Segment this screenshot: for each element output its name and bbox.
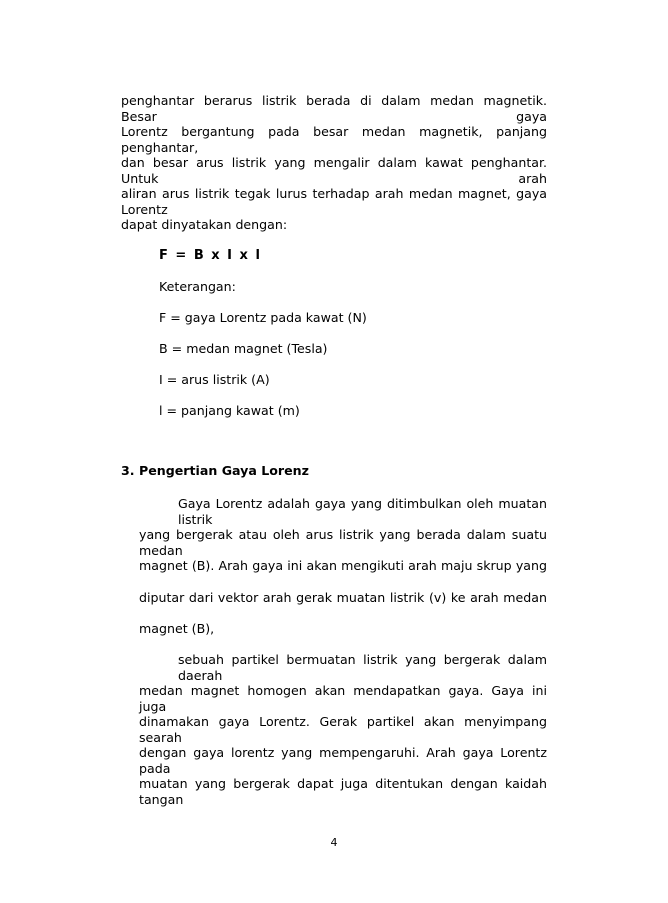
paragraph-line: dan besar arus listrik yang mengalir dalam kawat penghantar. Untuk arah xyxy=(121,155,547,186)
paragraph-line: Lorentz bergantung pada besar medan magnetik, panjang penghantar, xyxy=(121,124,547,155)
paragraph-line: diputar dari vektor arah gerak muatan listrik (v) ke arah medan xyxy=(139,590,547,605)
paragraph-line: medan magnet homogen akan mendapatkan gaya. Gaya ini juga xyxy=(139,683,547,714)
lorentz-formula: F = B x I x l xyxy=(159,248,262,263)
paragraph-line: aliran arus listrik tegak lurus terhadap arah medan magnet, gaya Lorentz xyxy=(121,186,547,217)
paragraph-line: muatan yang bergerak dapat juga ditentukan dengan kaidah tangan xyxy=(139,776,547,807)
page-number: 4 xyxy=(330,836,338,849)
legend-heading: Keterangan: xyxy=(159,279,236,294)
paragraph-line: dengan gaya lorentz yang mempengaruhi. Arah gaya Lorentz pada xyxy=(139,745,547,776)
legend-item: B = medan magnet (Tesla) xyxy=(159,341,328,356)
paragraph-line: penghantar berarus listrik berada di dalam medan magnetik. Besar gaya xyxy=(121,93,547,124)
paragraph-line: magnet (B), xyxy=(139,621,215,636)
section-number: 3. xyxy=(121,463,135,478)
legend-item: l = panjang kawat (m) xyxy=(159,403,300,418)
paragraph-line: Gaya Lorentz adalah gaya yang ditimbulkan oleh muatan listrik xyxy=(178,496,547,527)
paragraph-line: sebuah partikel bermuatan listrik yang bergerak dalam daerah xyxy=(178,652,547,683)
legend-item: I = arus listrik (A) xyxy=(159,372,270,387)
paragraph-line: dinamakan gaya Lorentz. Gerak partikel akan menyimpang searah xyxy=(139,714,547,745)
paragraph-line: magnet (B). Arah gaya ini akan mengikuti arah maju skrup yang xyxy=(139,558,547,573)
legend-item: F = gaya Lorentz pada kawat (N) xyxy=(159,310,367,325)
paragraph-line: yang bergerak atau oleh arus listrik yang berada dalam suatu medan xyxy=(139,527,547,558)
section-title: Pengertian Gaya Lorenz xyxy=(139,463,309,478)
paragraph-line: dapat dinyatakan dengan: xyxy=(121,217,288,232)
